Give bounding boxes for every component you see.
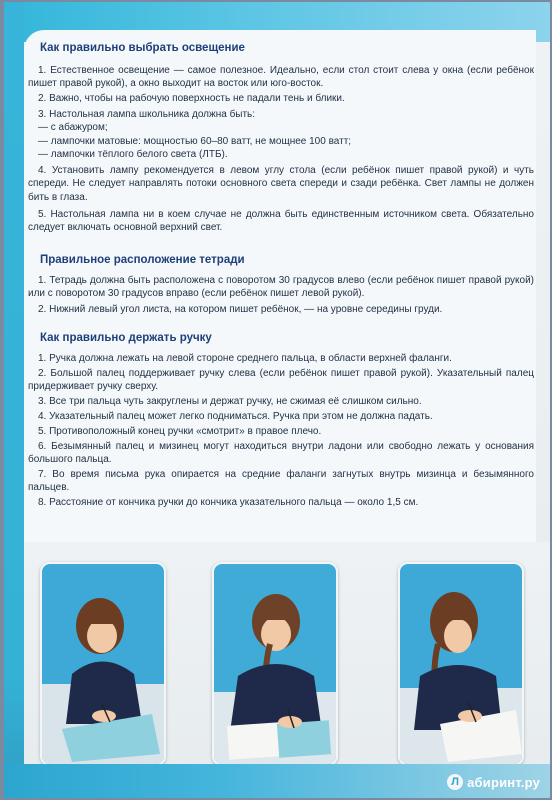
lighting-paragraph-4: 4. Установить лампу рекомендуется в левом углу стола (если ребёнок пишет правой рукой) и чуть спереди. Не следует направлять потоки основного света спереди и сзади ребёнка. Свет лампы не должен бить в глаза. (28, 165, 534, 203)
pen-paragraph-2: 2. Большой палец поддерживает ручку слева (если ребёнок пишет правой рукой). Указательный палец придерживает ручку сверху. (28, 368, 534, 393)
girl-writing-illustration-2 (214, 564, 336, 764)
lighting-paragraph-3: 3. Настольная лампа школьника должна быть: — с абажуром; — лампочки матовые: мощностью 60–80 ватт, не мощнее 100 ватт; — лампочки тёплого белого света (ЛТБ). (38, 109, 352, 161)
pen-paragraph-5: 5. Противоположный конец ручки «смотрит» в правое плечо. (38, 426, 322, 437)
pen-paragraph-7: 7. Во время письма рука опирается на средние фаланги загнутых внутрь мизинца и безымянного пальцев. (28, 469, 534, 494)
pen-paragraph-6: 6. Безымянный палец и мизинец могут находиться внутри ладони или свободно лежать у основания большого пальца. (28, 441, 534, 466)
heading-notebook: Правильное расположение тетради (40, 254, 245, 266)
notebook-paragraph-1: 1. Тетрадь должна быть расположена с поворотом 30 градусов влево (если ребёнок пишет правой рукой) или с поворотом 30 градусов вправо (если ребёнок пишет левой рукой). (28, 275, 534, 300)
photo-girl-writing-front (212, 562, 338, 766)
pen-paragraph-8: 8. Расстояние от кончика ручки до кончика указательного пальца — около 1,5 см. (38, 497, 419, 508)
notebook-paragraph-2: 2. Нижний левый угол листа, на котором пишет ребёнок, — на уровне середины груди. (38, 304, 443, 315)
photo-girl-writing-left (40, 562, 166, 766)
heading-lighting: Как правильно выбрать освещение (40, 42, 245, 54)
labirint-logo-icon: Л (447, 774, 463, 790)
labirint-logo-text: абиринт.ру (467, 774, 540, 790)
heading-pen: Как правильно держать ручку (40, 332, 212, 344)
labirint-watermark (447, 774, 540, 790)
book-page (4, 2, 550, 798)
girl-writing-illustration-3 (400, 564, 522, 764)
pen-paragraph-1: 1. Ручка должна лежать на левой стороне среднего пальца, в области верхней фаланги. (38, 353, 452, 364)
pen-paragraph-3: 3. Все три пальца чуть закруглены и держат ручку, не сжимая её слишком сильно. (38, 396, 422, 407)
pen-paragraph-4: 4. Указательный палец может легко подниматься. Ручка при этом не должна падать. (38, 411, 433, 422)
lighting-paragraph-1: 1. Естественное освещение — самое полезное. Идеально, если стол стоит слева у окна (если ребёнок пишет правой рукой), а окно выходит на восток или юго-восток. (28, 65, 534, 90)
girl-writing-illustration-1 (42, 564, 164, 764)
lighting-paragraph-5: 5. Настольная лампа ни в коем случае не должна быть единственным источником света. Обязательно следует включать основной верхний свет. (28, 209, 534, 234)
lighting-paragraph-2: 2. Важно, чтобы на рабочую поверхность не падали тень и блики. (38, 93, 345, 104)
left-color-band (4, 2, 24, 798)
photo-girl-writing-right (398, 562, 524, 766)
